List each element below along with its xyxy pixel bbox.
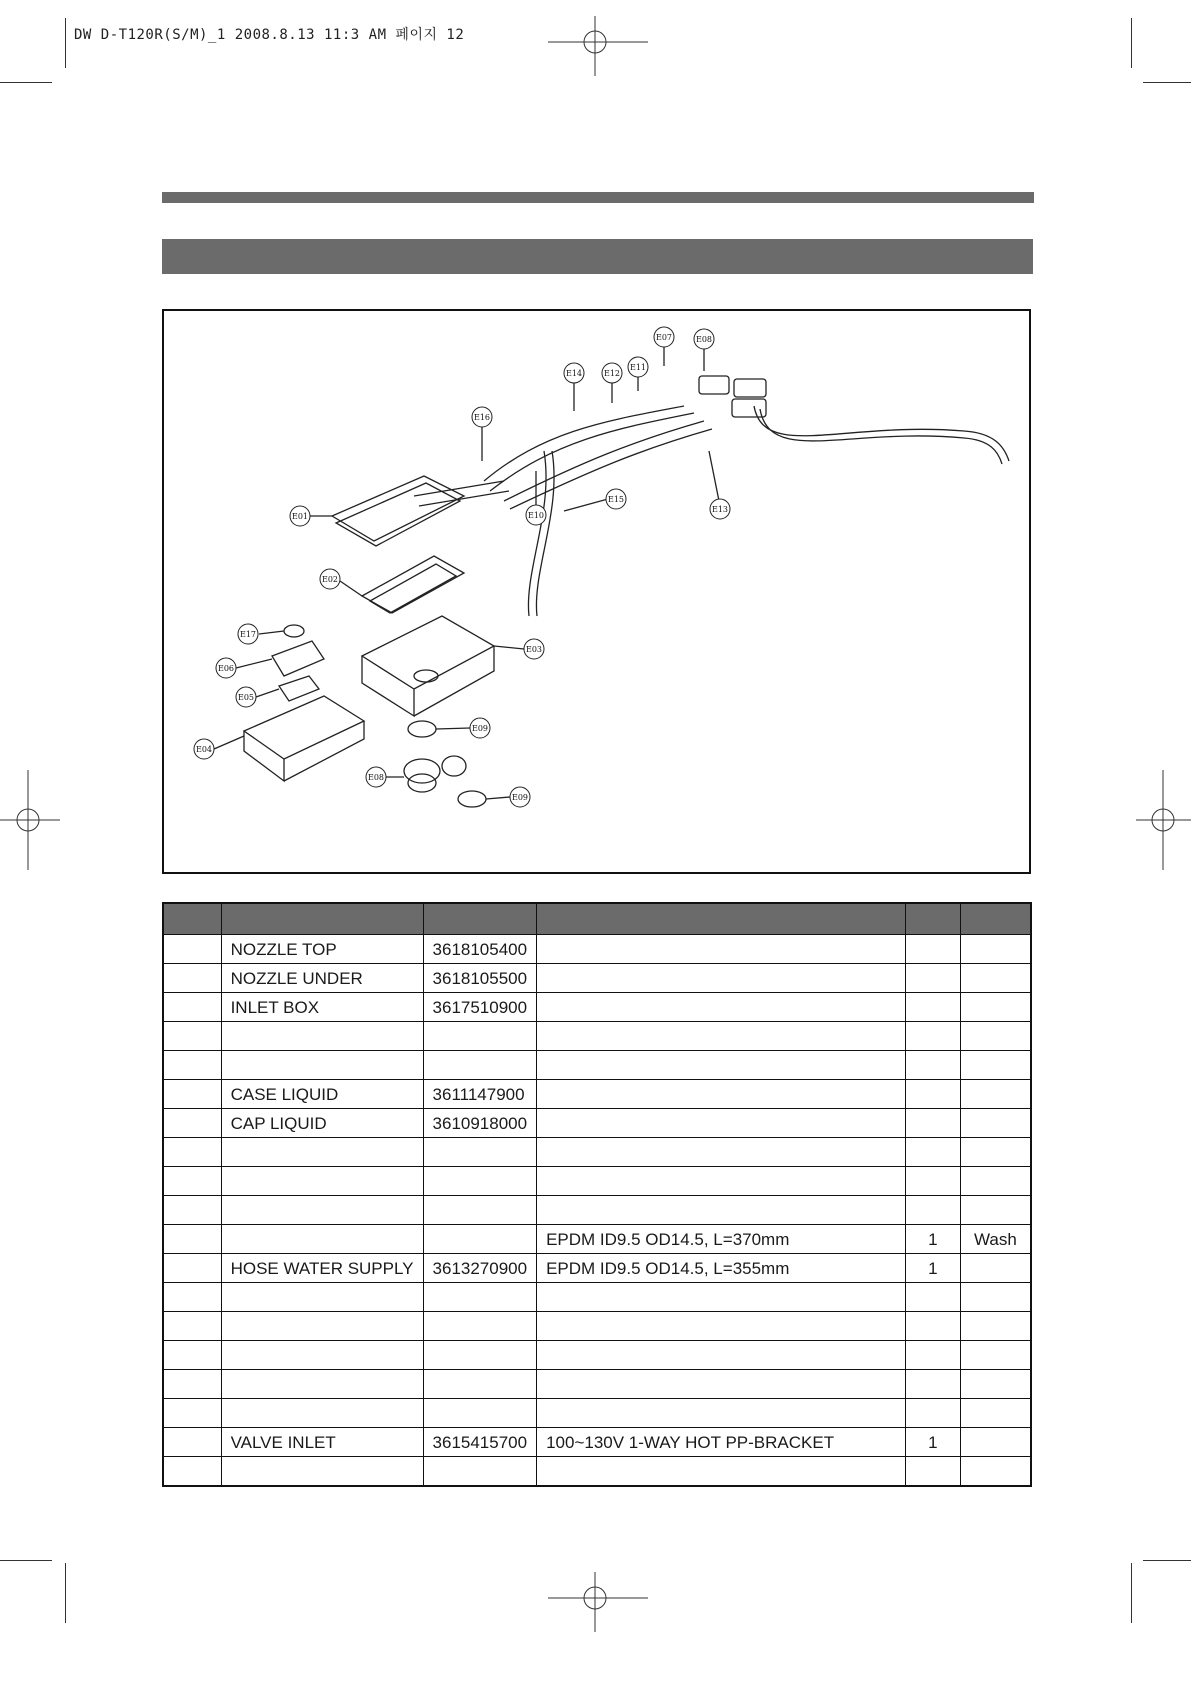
crop-mark xyxy=(65,18,66,68)
part-name-cell xyxy=(221,1312,423,1341)
remark-cell xyxy=(960,993,1031,1022)
qty-cell xyxy=(906,993,961,1022)
remark-cell xyxy=(960,1399,1031,1428)
part-name-cell xyxy=(221,1051,423,1080)
remark-cell xyxy=(960,1457,1031,1487)
crop-mark xyxy=(1131,1563,1132,1623)
no-cell xyxy=(163,1138,221,1167)
qty-cell xyxy=(906,1370,961,1399)
qty-cell xyxy=(906,1138,961,1167)
part-code-cell: 3610918000 xyxy=(423,1109,537,1138)
table-row xyxy=(163,1254,1031,1283)
remark-cell xyxy=(960,1109,1031,1138)
part-code-cell: 3618105400 xyxy=(423,935,537,964)
part-code-cell xyxy=(423,1051,537,1080)
remark-cell xyxy=(960,1370,1031,1399)
qty-cell xyxy=(906,1283,961,1312)
registration-mark-left xyxy=(0,770,60,870)
header-cell xyxy=(906,903,961,935)
no-cell xyxy=(163,1283,221,1312)
part-name-cell xyxy=(221,1341,423,1370)
qty-cell: 1 xyxy=(906,1254,961,1283)
remark-cell xyxy=(960,1196,1031,1225)
no-cell xyxy=(163,1196,221,1225)
part-name-cell: NOZZLE TOP xyxy=(221,935,423,964)
no-cell xyxy=(163,1254,221,1283)
remark-cell xyxy=(960,1254,1031,1283)
part-code-cell xyxy=(423,1341,537,1370)
no-cell xyxy=(163,1428,221,1457)
description-cell xyxy=(537,1399,906,1428)
remark-cell xyxy=(960,1428,1031,1457)
remark-cell xyxy=(960,964,1031,993)
table-row xyxy=(163,935,1031,964)
no-cell xyxy=(163,1312,221,1341)
table-row xyxy=(163,1167,1031,1196)
crop-mark xyxy=(65,1563,66,1623)
remark-cell xyxy=(960,1312,1031,1341)
no-cell xyxy=(163,1457,221,1487)
remark-cell xyxy=(960,1051,1031,1080)
part-name-cell: VALVE INLET xyxy=(221,1428,423,1457)
part-code-cell xyxy=(423,1167,537,1196)
qty-cell xyxy=(906,1457,961,1487)
remark-cell xyxy=(960,1341,1031,1370)
part-name-cell: CAP LIQUID xyxy=(221,1109,423,1138)
qty-cell: 1 xyxy=(906,1428,961,1457)
part-code-cell xyxy=(423,1225,537,1254)
table-row xyxy=(163,993,1031,1022)
header-rule xyxy=(162,192,1034,203)
callout-label: E13 xyxy=(711,505,729,514)
callout-label: E03 xyxy=(525,645,543,654)
registration-mark-top xyxy=(548,16,648,76)
qty-cell xyxy=(906,1196,961,1225)
part-name-cell xyxy=(221,1196,423,1225)
callout-label: E15 xyxy=(607,495,625,504)
description-cell: 100~130V 1-WAY HOT PP-BRACKET xyxy=(537,1428,906,1457)
description-cell xyxy=(537,993,906,1022)
part-code-cell xyxy=(423,1138,537,1167)
part-name-cell xyxy=(221,1370,423,1399)
header-cell xyxy=(221,903,423,935)
header-cell xyxy=(960,903,1031,935)
part-name-cell xyxy=(221,1022,423,1051)
part-name-cell: CASE LIQUID xyxy=(221,1080,423,1109)
no-cell xyxy=(163,935,221,964)
description-cell xyxy=(537,1109,906,1138)
table-row xyxy=(163,1341,1031,1370)
qty-cell xyxy=(906,1167,961,1196)
part-code-cell: 3611147900 xyxy=(423,1080,537,1109)
header-cell xyxy=(423,903,537,935)
table-row xyxy=(163,1225,1031,1254)
remark-cell xyxy=(960,1080,1031,1109)
no-cell xyxy=(163,1109,221,1138)
qty-cell xyxy=(906,1051,961,1080)
callout-label: E14 xyxy=(565,369,583,378)
header-cell xyxy=(537,903,906,935)
part-code-cell xyxy=(423,1022,537,1051)
table-row xyxy=(163,1022,1031,1051)
description-cell xyxy=(537,1080,906,1109)
part-name-cell: HOSE WATER SUPPLY xyxy=(221,1254,423,1283)
qty-cell xyxy=(906,1080,961,1109)
part-code-cell: 3615415700 xyxy=(423,1428,537,1457)
callout-label: E07 xyxy=(655,333,673,342)
remark-cell xyxy=(960,1167,1031,1196)
part-code-cell xyxy=(423,1457,537,1487)
part-code-cell: 3618105500 xyxy=(423,964,537,993)
callout-label: E08 xyxy=(367,773,385,782)
section-title-bar xyxy=(162,239,1033,274)
qty-cell xyxy=(906,1022,961,1051)
description-cell xyxy=(537,1283,906,1312)
callout-label: E09 xyxy=(511,793,529,802)
qty-cell: 1 xyxy=(906,1225,961,1254)
table-row xyxy=(163,1283,1031,1312)
callout-label: E06 xyxy=(217,664,235,673)
table-row xyxy=(163,1312,1031,1341)
no-cell xyxy=(163,964,221,993)
part-code-cell xyxy=(423,1312,537,1341)
part-code-cell: 3617510900 xyxy=(423,993,537,1022)
part-name-cell xyxy=(221,1167,423,1196)
callout-label: E04 xyxy=(195,745,213,754)
remark-cell xyxy=(960,1138,1031,1167)
registration-mark-right xyxy=(1136,770,1191,870)
description-cell xyxy=(537,1341,906,1370)
crop-mark xyxy=(1131,18,1132,68)
table-row xyxy=(163,1399,1031,1428)
callout-label: E16 xyxy=(473,413,491,422)
callout-label: E10 xyxy=(527,511,545,520)
table-row xyxy=(163,1196,1031,1225)
part-name-cell: NOZZLE UNDER xyxy=(221,964,423,993)
table-row xyxy=(163,964,1031,993)
part-code-cell xyxy=(423,1370,537,1399)
part-code-cell: 3613270900 xyxy=(423,1254,537,1283)
header-cell xyxy=(163,903,221,935)
diagram-drawing xyxy=(164,311,1029,872)
crop-mark xyxy=(0,1560,52,1561)
table-row xyxy=(163,1080,1031,1109)
no-cell xyxy=(163,1370,221,1399)
callout-label: E05 xyxy=(237,693,255,702)
description-cell xyxy=(537,1167,906,1196)
description-cell xyxy=(537,1312,906,1341)
remark-cell xyxy=(960,1283,1031,1312)
part-name-cell xyxy=(221,1283,423,1312)
part-name-cell xyxy=(221,1457,423,1487)
part-name-cell xyxy=(221,1225,423,1254)
description-cell: EPDM ID9.5 OD14.5, L=355mm xyxy=(537,1254,906,1283)
table-row xyxy=(163,1370,1031,1399)
qty-cell xyxy=(906,1341,961,1370)
parts-list-table xyxy=(162,902,1032,1487)
no-cell xyxy=(163,1051,221,1080)
description-cell: EPDM ID9.5 OD14.5, L=370mm xyxy=(537,1225,906,1254)
qty-cell xyxy=(906,964,961,993)
parts-table-body xyxy=(163,935,1031,1487)
no-cell xyxy=(163,1022,221,1051)
table-row xyxy=(163,1109,1031,1138)
table-row xyxy=(163,1428,1031,1457)
description-cell xyxy=(537,1138,906,1167)
remark-cell xyxy=(960,935,1031,964)
callout-label: E12 xyxy=(603,369,621,378)
part-code-cell xyxy=(423,1283,537,1312)
part-name-cell xyxy=(221,1399,423,1428)
qty-cell xyxy=(906,1399,961,1428)
table-row xyxy=(163,1457,1031,1487)
print-header: DW D-T120R(S/M)_1 2008.8.13 11:3 AM 페이지 12 xyxy=(74,27,465,43)
no-cell xyxy=(163,993,221,1022)
no-cell xyxy=(163,1399,221,1428)
remark-cell xyxy=(960,1022,1031,1051)
part-code-cell xyxy=(423,1399,537,1428)
part-name-cell: INLET BOX xyxy=(221,993,423,1022)
exploded-diagram xyxy=(162,309,1031,874)
table-row xyxy=(163,1138,1031,1167)
description-cell xyxy=(537,935,906,964)
part-name-cell xyxy=(221,1138,423,1167)
callout-label: E11 xyxy=(629,363,647,372)
registration-mark-bottom xyxy=(548,1572,648,1632)
no-cell xyxy=(163,1080,221,1109)
description-cell xyxy=(537,1370,906,1399)
callout-label: E17 xyxy=(239,630,257,639)
no-cell xyxy=(163,1341,221,1370)
part-code-cell xyxy=(423,1196,537,1225)
qty-cell xyxy=(906,935,961,964)
no-cell xyxy=(163,1225,221,1254)
qty-cell xyxy=(906,1312,961,1341)
description-cell xyxy=(537,1457,906,1487)
callout-label: E02 xyxy=(321,575,339,584)
description-cell xyxy=(537,1022,906,1051)
qty-cell xyxy=(906,1109,961,1138)
callout-label: E09 xyxy=(471,724,489,733)
table-header-row xyxy=(163,903,1031,935)
no-cell xyxy=(163,1167,221,1196)
table-row xyxy=(163,1051,1031,1080)
description-cell xyxy=(537,1196,906,1225)
description-cell xyxy=(537,964,906,993)
crop-mark xyxy=(0,82,52,83)
callout-label: E01 xyxy=(291,512,309,521)
crop-mark xyxy=(1143,82,1191,83)
callout-label: E08 xyxy=(695,335,713,344)
description-cell xyxy=(537,1051,906,1080)
remark-cell: Wash xyxy=(960,1225,1031,1254)
crop-mark xyxy=(1143,1560,1191,1561)
